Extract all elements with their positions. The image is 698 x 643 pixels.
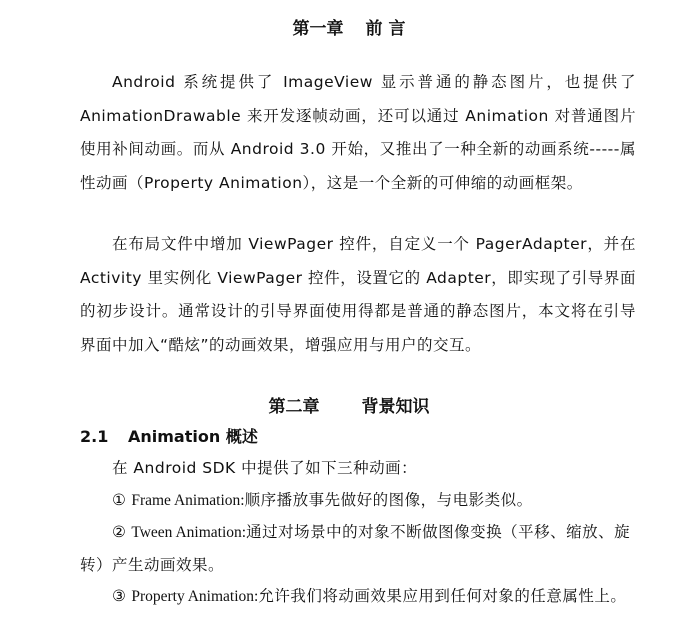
animation-type-item: [80, 516, 636, 581]
item-name: Property Animation:: [131, 588, 259, 605]
section-title: Animation 概述: [128, 427, 258, 446]
animation-type-item: [80, 580, 636, 613]
section-2-1-heading: [80, 424, 258, 447]
item-name: Frame Animation:: [131, 492, 245, 509]
item-marker: ②: [112, 524, 126, 541]
chapter-2-name: 背景知识: [361, 397, 430, 417]
item-marker: ③: [112, 588, 126, 605]
chapter-1-title: [0, 14, 698, 39]
item-marker: ①: [112, 492, 126, 509]
chapter-2-number: 第二章: [268, 397, 320, 417]
animation-type-item: [80, 484, 636, 517]
section-number: 2.1: [80, 427, 109, 446]
intro-paragraph-2: 在布局文件中增加 ViewPager 控件，自定义一个 PagerAdapter，并在 Activity 里实例化 ViewPager 控件，设置它的 Adapter，即实现了引导界面的初步设计。通常设计的引导界面使用得都是普通的静态图片，本文将在引导界面中加入“酷炫”的动画效果，增强应用与用户的交互。: [80, 235, 636, 354]
chapter-2-title: [0, 392, 698, 417]
intro-paragraph-1: Android 系统提供了 ImageView 显示普通的静态图片，也提供了 AnimationDrawable 来开发逐帧动画，还可以通过 Animation 对普通图片使用补间动画。而从 Android 3.0 开始，又推出了一种全新的动画系统-----属性动画（Property Animation），这是一个全新的可伸缩的动画框架。: [80, 73, 636, 192]
item-description: 允许我们将动画效果应用到任何对象的任意属性上。: [258, 587, 627, 605]
section-intro: 在 Android SDK 中提供了如下三种动画：: [112, 459, 418, 477]
chapter-1-number: 第一章: [292, 19, 344, 39]
item-name: Tween Animation:: [131, 524, 247, 541]
chapter-1-name: 前 言: [365, 19, 406, 39]
item-description: 通过对场景中的对象不断做图像变换（平移、缩放、旋转）产生动画效果。: [80, 523, 631, 574]
item-description: 顺序播放事先做好的图像，与电影类似。: [244, 491, 533, 509]
